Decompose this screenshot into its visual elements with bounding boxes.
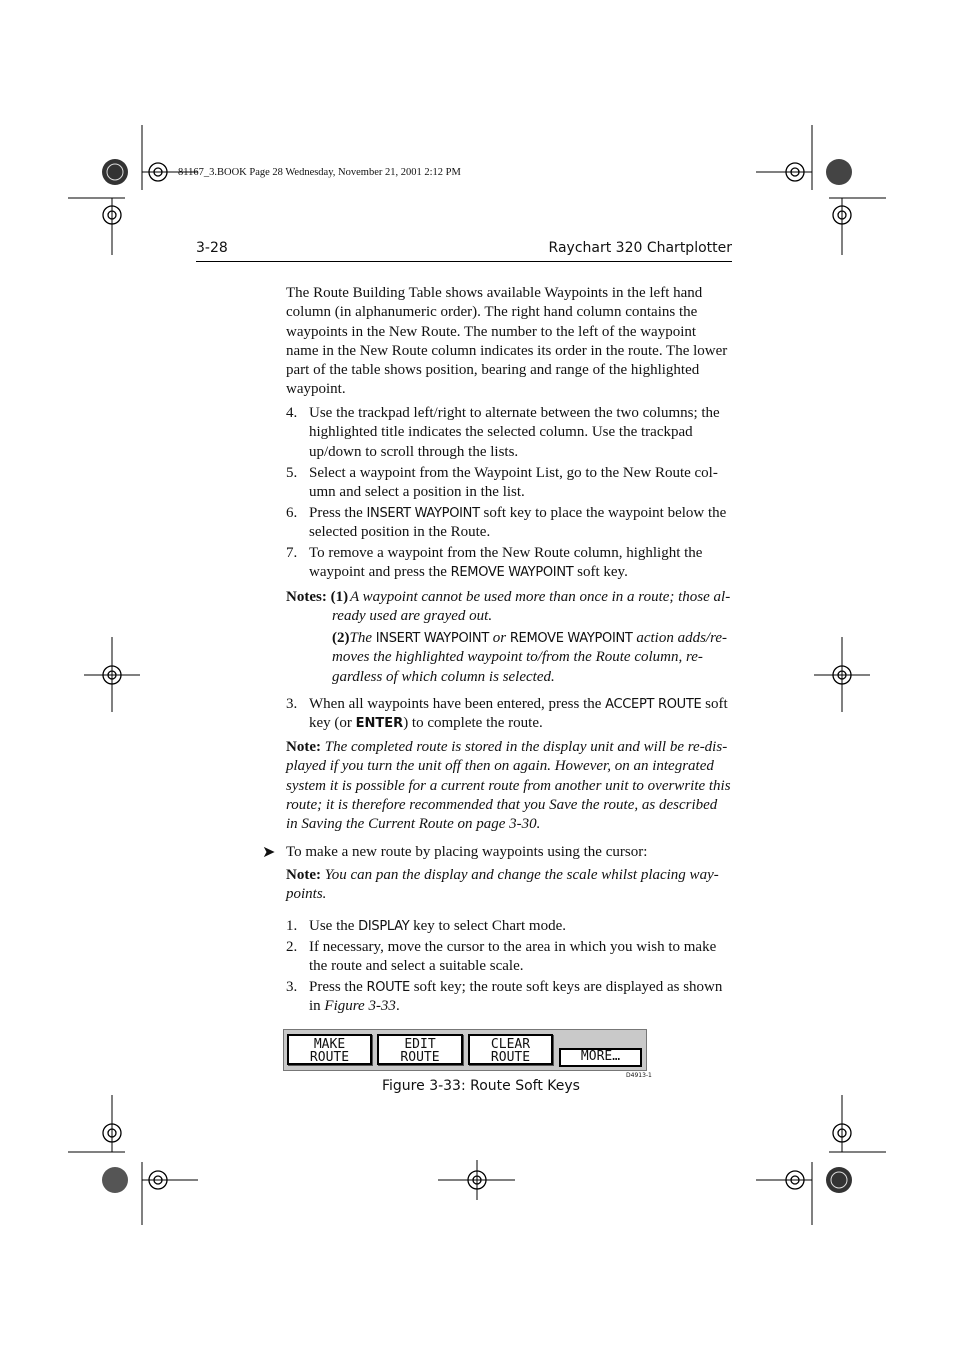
notes-label: Notes: (1) bbox=[286, 589, 349, 605]
bullet-text: To make a new route by placing waypoints using the cursor: bbox=[286, 844, 648, 860]
key-name: INSERT WAYPOINT bbox=[366, 506, 480, 521]
step-number: 3. bbox=[286, 979, 298, 995]
list-item bbox=[286, 917, 732, 936]
step-number: 6. bbox=[286, 505, 298, 521]
step-number: 7. bbox=[286, 545, 298, 561]
soft-key-bar bbox=[283, 1029, 647, 1071]
step-text: Use the DISPLAY key to select Chart mode. bbox=[309, 918, 566, 934]
step-text: Press the INSERT WAYPOINT soft key to place the waypoint below the selected position in the Route. bbox=[309, 505, 727, 541]
step-number: 4. bbox=[286, 405, 298, 421]
list-item bbox=[286, 504, 732, 543]
step-text: Use the trackpad left/right to alternate between the two columns; the highlighted title indicates the selected column. Use the trackpad up/down to scroll through the lists. bbox=[309, 405, 720, 460]
intro-paragraph bbox=[286, 284, 732, 400]
step-text: To remove a waypoint from the New Route column, highlight the waypoint and press the REMOVE WAYPOINT soft key. bbox=[309, 545, 703, 581]
note-2: (2)The INSERT WAYPOINT or REMOVE WAYPOINT action adds/re-moves the highlighted waypoint to/from the Route column, re-gardless of which column is selected. bbox=[332, 630, 728, 685]
step-number: 1. bbox=[286, 918, 298, 934]
clear-route-softkey[interactable]: CLEAR ROUTE bbox=[468, 1034, 553, 1065]
list-item bbox=[286, 464, 732, 503]
intro-text: The Route Building Table shows available Waypoints in the left hand column (in alphanumeric order). The right hand column contains the waypoints in the New Route. The number to the left of the waypoint name in the New Route column indicates its order in the route. The lower part of the table shows position, bearing and range of the highlighted waypoint. bbox=[286, 285, 728, 398]
step-number: 3. bbox=[286, 696, 298, 712]
step-text: When all waypoints have been entered, press the ACCEPT ROUTE soft key (or ENTER) to complete the route. bbox=[309, 696, 728, 732]
step-number: 5. bbox=[286, 465, 298, 481]
figure-id: D4913-1 bbox=[626, 1072, 652, 1079]
make-route-softkey[interactable]: MAKE ROUTE bbox=[287, 1034, 372, 1065]
book-prelude: 81167_3.BOOK Page 28 Wednesday, November 21, 2001 2:12 PM bbox=[178, 167, 461, 178]
running-title: Raychart 320 Chartplotter bbox=[548, 240, 732, 256]
list-item bbox=[286, 978, 732, 1017]
list-item bbox=[286, 404, 732, 462]
step-text: If necessary, move the cursor to the area in which you wish to make the route and select a suitable scale. bbox=[309, 939, 717, 975]
list-item bbox=[286, 544, 732, 583]
figure-caption: Figure 3-33: Route Soft Keys bbox=[382, 1078, 580, 1094]
page-number: 3-28 bbox=[196, 240, 228, 256]
header-rule bbox=[196, 261, 732, 262]
step-number: 2. bbox=[286, 939, 298, 955]
step-text: Press the ROUTE soft key; the route soft keys are displayed as shown in Figure 3-33. bbox=[309, 979, 723, 1015]
note-completed-route: Note: The completed route is stored in the display unit and will be re-dis-played if you turn the unit off then on again. However, on an integrated system it is possible for a current route from another unit to overwrite this route; it is therefore recommended that you Save the route, as described in Saving the Current Route on page 3-30. bbox=[286, 739, 731, 833]
more-softkey[interactable]: MORE… bbox=[559, 1048, 642, 1067]
edit-route-softkey[interactable]: EDIT ROUTE bbox=[377, 1034, 463, 1065]
note-pan: Note: You can pan the display and change the scale whilst placing way-points. bbox=[286, 867, 719, 903]
key-name: REMOVE WAYPOINT bbox=[450, 565, 574, 581]
step-text: Select a waypoint from the Waypoint List, go to the New Route col-umn and select a position in the list. bbox=[309, 465, 718, 501]
bullet-arrow-icon: ➤ bbox=[262, 844, 276, 861]
list-item bbox=[286, 695, 732, 734]
note-1: A waypoint cannot be used more than once in a route; those al-ready used are grayed out. bbox=[332, 589, 731, 625]
list-item bbox=[286, 938, 732, 977]
